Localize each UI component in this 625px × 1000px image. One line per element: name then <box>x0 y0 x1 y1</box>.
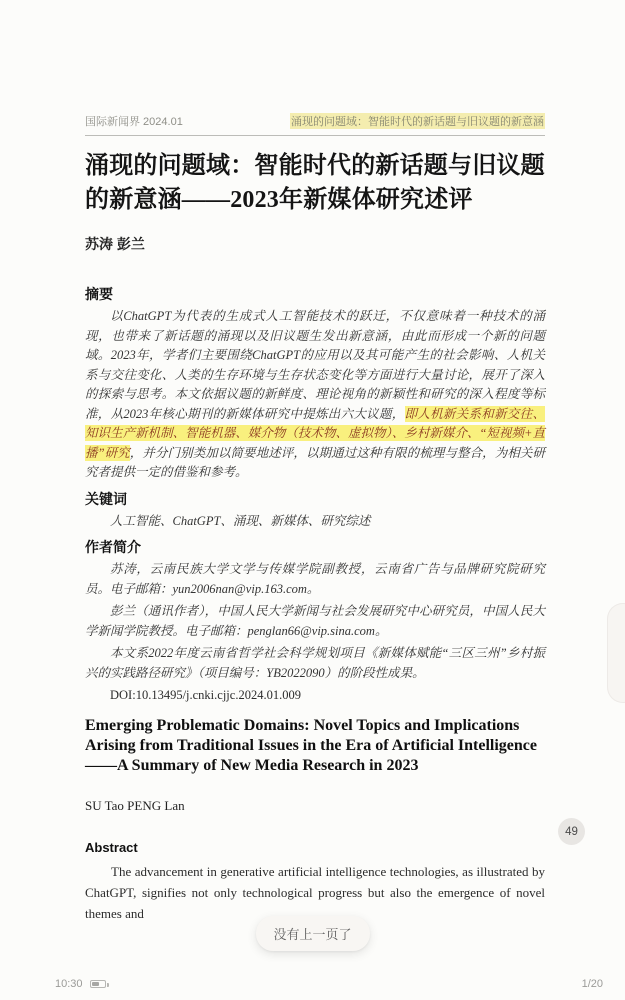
doi-line: DOI:10.13495/j.cnki.cjjc.2024.01.009 <box>110 688 301 702</box>
document-page[interactable] <box>85 113 545 924</box>
abstract-paragraph <box>85 307 545 483</box>
author-bio-heading: 作者简介 <box>85 539 141 555</box>
toast-message: 没有上一页了 <box>255 916 369 951</box>
status-left <box>55 978 106 990</box>
battery-fill <box>92 982 100 986</box>
article-authors: 苏涛 彭兰 <box>85 236 145 252</box>
battery-icon <box>90 980 106 988</box>
page-progress-indicator: 1/20 <box>581 978 603 990</box>
abstract-text-post: ，并分门别类加以简要地述评，以期通过这种有限的梳理与整合，为相关研究者提供一定的借鉴和参考。 <box>85 445 545 479</box>
english-abstract-heading: Abstract <box>85 839 138 855</box>
page-number-badge: 49 <box>558 818 585 845</box>
keywords-heading: 关键词 <box>85 490 127 507</box>
header-divider <box>85 135 545 136</box>
highlighted-text[interactable]: 即人机新关系和新交往、知识生产新机制、智能机器、媒介物（技术物、虚拟物）、乡村新媒介、“短视频+直播”研究 <box>85 406 545 460</box>
keywords-text: 人工智能、ChatGPT、涌现、新媒体、研究综述 <box>110 513 371 528</box>
running-head <box>85 113 545 129</box>
abstract-text-pre: 以ChatGPT为代表的生成式人工智能技术的跃迁，不仅意味着一种技术的涌现，也带来了新话题的涌现以及旧议题生发出新意涵，由此而形成一个新的问题域。2023年，学者们主要围绕ChatGPT的应用以及其可能产生的社会影响、人机关系与交往变化、人类的生存环境与生存状态变化等方面进行大量讨论，展开了深入的探索与思考。本文依据议题的新鲜度、理论视角的新颖性和研究的深入程度等标准，从2023年核心期刊的新媒体研究中提炼出六大议题， <box>85 309 545 421</box>
side-drag-handle[interactable] <box>607 603 625 703</box>
article-title: 涌现的问题域：智能时代的新话题与旧议题的新意涵——2023年新媒体研究述评 <box>85 153 545 213</box>
author-bio-1: 苏涛，云南民族大学文学与传媒学院副教授，云南省广告与品牌研究院研究员。电子邮箱：yun2006nan@vip.163.com。 <box>85 562 545 596</box>
running-title: 涌现的问题域：智能时代的新话题与旧议题的新意涵 <box>290 113 545 129</box>
english-authors: SU Tao PENG Lan <box>85 797 185 813</box>
english-title: Emerging Problematic Domains: Novel Topics and Implications Arising from Traditional Issues in the Era of Artificial Intelligence——A Summary of New Media Research in 2023 <box>85 716 537 774</box>
clock-time: 10:30 <box>55 978 83 990</box>
funding-note: 本文系2022年度云南省哲学社会科学规划项目《新媒体赋能“三区三州”乡村振兴的实践路径研究》（项目编号：YB2022090）的阶段性成果。 <box>85 646 545 680</box>
author-bio-2: 彭兰（通讯作者），中国人民大学新闻与社会发展研究中心研究员，中国人民大学新闻学院教授。电子邮箱：penglan66@vip.sina.com。 <box>85 604 545 638</box>
journal-name-issue: 国际新闻界 2024.01 <box>85 116 183 128</box>
reader-status-bar <box>0 974 625 1000</box>
abstract-heading: 摘要 <box>85 286 113 302</box>
english-abstract-text: The advancement in generative artificial intelligence technologies, as illustrated by ChatGPT, signifies not only technological progress but also the emergence of novel themes and <box>85 863 545 921</box>
